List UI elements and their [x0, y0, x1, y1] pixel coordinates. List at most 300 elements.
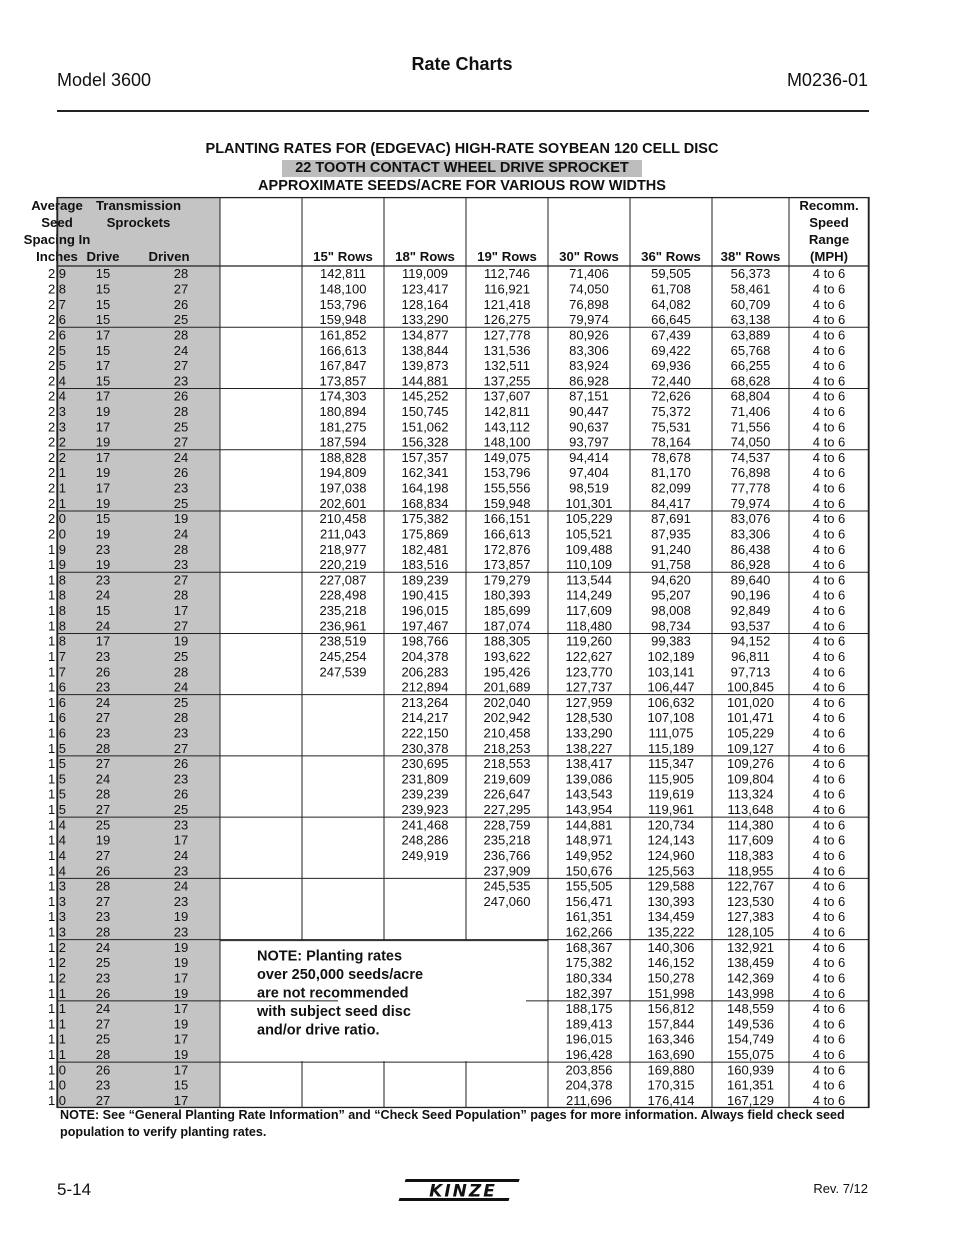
cell-col-4: 131,536 — [483, 342, 531, 358]
cell-col-9: 2.1 — [47, 495, 67, 511]
cell-col-6: 87,691 — [651, 511, 691, 527]
cell-col-6: 98,734 — [651, 618, 691, 634]
cell-col-4: 202,942 — [483, 710, 531, 726]
cell-col-4: 202,040 — [483, 694, 531, 710]
cell-col-8: 4 to 6 — [812, 679, 846, 695]
cell-col-8: 4 to 6 — [812, 771, 846, 787]
cell-col-7: 128,105 — [727, 924, 774, 940]
cell-col-2: 142,811 — [319, 266, 367, 282]
cell-col-4: 166,613 — [483, 526, 531, 542]
cell-col-9: 1.3 — [47, 893, 67, 909]
cell-driven: 23 — [173, 924, 189, 940]
cell-driven: 15 — [173, 1077, 189, 1093]
cell-col-7: 105,229 — [727, 725, 774, 741]
cell-col-8: 4 to 6 — [812, 495, 846, 511]
cell-col-5: 196,015 — [565, 1031, 613, 1047]
cell-col-4: 185,699 — [483, 603, 531, 619]
cell-drive: 25 — [95, 817, 111, 833]
cell-col-4: 187,074 — [483, 618, 531, 634]
cell-drive: 28 — [95, 878, 111, 894]
cell-col-6: 119,961 — [647, 802, 695, 818]
cell-col-7: 94,152 — [730, 633, 771, 649]
header-col-6: 36" Rows — [641, 249, 701, 264]
cell-driven: 25 — [173, 648, 189, 664]
cell-driven: 23 — [173, 725, 189, 741]
cell-col-8: 4 to 6 — [812, 434, 846, 450]
cell-col-3: 151,062 — [401, 419, 449, 435]
cell-col-3: 150,745 — [401, 403, 449, 419]
cell-col-8: 4 to 6 — [812, 327, 846, 343]
cell-col-2: 188,828 — [319, 449, 367, 465]
cell-driven: 24 — [173, 342, 189, 358]
cell-drive: 17 — [95, 327, 111, 343]
cell-col-2: 180,894 — [319, 403, 367, 419]
cell-drive: 26 — [95, 863, 111, 879]
cell-col-8: 4 to 6 — [812, 786, 846, 802]
cell-driven: 19 — [173, 909, 189, 925]
header-col-5: 30" Rows — [559, 249, 619, 264]
cell-col-7: 66,255 — [730, 358, 771, 374]
header-spacing-line-1: Seed — [41, 215, 73, 230]
cell-col-2: 181,275 — [319, 419, 367, 435]
cell-col-8: 4 to 6 — [812, 756, 846, 772]
cell-col-4: 236,766 — [483, 847, 531, 863]
cell-col-6: 102,189 — [647, 648, 695, 664]
cell-col-5: 149,952 — [565, 847, 613, 863]
cell-col-7: 56,373 — [730, 266, 771, 282]
cell-col-8: 4 to 6 — [812, 832, 846, 848]
cell-col-9: 1.4 — [47, 847, 67, 863]
cell-col-6: 87,935 — [651, 526, 691, 542]
cell-col-6: 106,632 — [647, 694, 695, 710]
cell-driven: 19 — [173, 633, 189, 649]
cell-drive: 15 — [95, 296, 111, 312]
header-col-4: 19" Rows — [477, 249, 537, 264]
cell-col-5: 189,413 — [565, 1016, 613, 1032]
cell-col-4: 237,909 — [483, 863, 531, 879]
cell-driven: 19 — [173, 1016, 189, 1032]
cell-col-5: 162,266 — [565, 924, 613, 940]
cell-col-3: 162,341 — [401, 465, 449, 481]
page-title: Rate Charts — [411, 54, 513, 74]
cell-col-5: 83,924 — [569, 358, 609, 374]
cell-col-2: 187,594 — [319, 434, 367, 450]
cell-col-4: 201,689 — [483, 679, 531, 695]
cell-drive: 19 — [95, 526, 111, 542]
cell-driven: 17 — [173, 1001, 189, 1017]
cell-col-4: 195,426 — [483, 664, 531, 680]
cell-driven: 27 — [173, 572, 189, 588]
cell-col-8: 4 to 6 — [812, 740, 846, 756]
cell-col-9: 1.3 — [47, 878, 67, 894]
cell-driven: 23 — [173, 557, 189, 573]
cell-col-7: 167,129 — [727, 1092, 774, 1108]
cell-col-6: 163,690 — [647, 1047, 695, 1063]
cell-col-5: 204,378 — [565, 1077, 613, 1093]
cell-col-4: 210,458 — [483, 725, 531, 741]
cell-col-3: 139,873 — [401, 358, 449, 374]
cell-col-5: 93,797 — [569, 434, 609, 450]
cell-col-7: 83,076 — [730, 511, 771, 527]
cell-driven: 26 — [173, 296, 189, 312]
header-col-3: 18" Rows — [395, 249, 455, 264]
cell-col-8: 4 to 6 — [812, 312, 846, 328]
cell-col-9: 2.1 — [47, 465, 67, 481]
planting-rate-table — [23, 195, 869, 1109]
cell-col-2: 247,539 — [319, 664, 367, 680]
cell-col-3: 175,869 — [401, 526, 449, 542]
footnote: NOTE: See “General Planting Rate Information” and “Check Seed Population” pages for more information. Always field check seed population to verify planting rates. — [60, 1108, 845, 1139]
cell-col-5: 138,417 — [565, 756, 613, 772]
cell-drive: 24 — [95, 1001, 111, 1017]
cell-col-5: 76,898 — [569, 296, 609, 312]
cell-col-6: 115,905 — [647, 771, 695, 787]
cell-col-3: 241,468 — [401, 817, 449, 833]
cell-col-6: 176,414 — [647, 1092, 695, 1108]
cell-col-4: 245,535 — [483, 878, 531, 894]
cell-col-9: 2.4 — [47, 373, 67, 389]
cell-col-8: 4 to 6 — [812, 373, 846, 389]
cell-drive: 25 — [95, 955, 111, 971]
cell-col-9: 1.1 — [47, 1047, 67, 1063]
cell-drive: 19 — [95, 832, 111, 848]
cell-col-7: 100,845 — [727, 679, 774, 695]
cell-col-2: 161,852 — [319, 327, 367, 343]
cell-col-2: 202,601 — [319, 495, 367, 511]
cell-col-7: 83,306 — [730, 526, 771, 542]
cell-col-6: 124,960 — [647, 847, 695, 863]
header-col-2: 15" Rows — [313, 249, 373, 264]
revision-label: Rev. 7/12 — [813, 1181, 868, 1196]
cell-drive: 28 — [95, 1047, 111, 1063]
cell-drive: 25 — [95, 1031, 111, 1047]
cell-col-6: 84,417 — [651, 495, 691, 511]
cell-col-8: 4 to 6 — [812, 419, 846, 435]
cell-col-3: 133,290 — [401, 312, 449, 328]
cell-col-6: 91,240 — [651, 541, 691, 557]
cell-col-5: 71,406 — [569, 266, 609, 282]
cell-col-5: 133,290 — [565, 725, 613, 741]
cell-col-7: 160,939 — [727, 1062, 774, 1078]
cell-col-3: 230,695 — [401, 756, 449, 772]
cell-col-8: 4 to 6 — [812, 664, 846, 680]
cell-col-5: 113,544 — [565, 572, 613, 588]
cell-col-8: 4 to 6 — [812, 557, 846, 573]
cell-col-5: 182,397 — [565, 985, 613, 1001]
cell-col-6: 94,620 — [651, 572, 691, 588]
cell-col-9: 1.1 — [47, 1001, 67, 1017]
cell-driven: 24 — [173, 878, 189, 894]
cell-col-9: 1.9 — [47, 541, 67, 557]
cell-col-8: 4 to 6 — [812, 296, 846, 312]
cell-col-6: 135,222 — [647, 924, 695, 940]
cell-drive: 28 — [95, 740, 111, 756]
cell-driven: 23 — [173, 893, 189, 909]
cell-col-6: 146,152 — [647, 955, 695, 971]
chart-title-line1: PLANTING RATES FOR (EDGEVAC) HIGH-RATE SOYBEAN 120 CELL DISC — [205, 141, 719, 157]
cell-col-9: 1.4 — [47, 863, 67, 879]
cell-col-8: 4 to 6 — [812, 1077, 846, 1093]
cell-col-5: 90,447 — [569, 403, 609, 419]
cell-driven: 17 — [173, 1031, 189, 1047]
cell-col-5: 138,227 — [565, 740, 613, 756]
cell-driven: 24 — [173, 679, 189, 695]
page-number: 5-14 — [57, 1180, 92, 1199]
cell-col-7: 109,804 — [727, 771, 774, 787]
cell-col-7: 109,127 — [727, 740, 774, 756]
header-rule — [57, 110, 869, 112]
cell-col-7: 90,196 — [730, 587, 771, 603]
cell-col-4: 235,218 — [483, 832, 531, 848]
cell-col-6: 129,588 — [647, 878, 695, 894]
cell-col-3: 156,328 — [401, 434, 449, 450]
cell-col-4: 142,811 — [483, 403, 531, 419]
header-sprockets: Sprockets — [106, 215, 171, 230]
cell-drive: 27 — [95, 710, 111, 726]
cell-col-4: 132,511 — [483, 358, 531, 374]
cell-col-2: 236,961 — [319, 618, 367, 634]
cell-col-3: 157,357 — [401, 449, 449, 465]
header-speed-line-3: (MPH) — [809, 249, 849, 264]
cell-col-5: 105,229 — [565, 511, 613, 527]
cell-col-6: 120,734 — [647, 817, 695, 833]
cell-col-2: 245,254 — [319, 648, 367, 664]
cell-driven: 19 — [173, 1047, 189, 1063]
cell-col-7: 96,811 — [731, 648, 770, 664]
cell-driven: 25 — [173, 495, 189, 511]
cell-col-4: 127,778 — [483, 327, 531, 343]
cell-driven: 17 — [173, 970, 189, 986]
cell-col-8: 4 to 6 — [812, 480, 846, 496]
cell-driven: 24 — [173, 449, 189, 465]
cell-drive: 26 — [95, 664, 111, 680]
cell-col-7: 101,020 — [727, 694, 774, 710]
cell-col-3: 248,286 — [401, 832, 449, 848]
inline-note-line-0: NOTE: Planting rates — [257, 948, 403, 965]
cell-col-7: 79,974 — [730, 495, 771, 511]
cell-col-3: 144,881 — [401, 373, 449, 389]
cell-col-4: 153,796 — [483, 465, 531, 481]
cell-col-5: 175,382 — [565, 955, 613, 971]
cell-col-6: 59,505 — [651, 266, 691, 282]
doc-number: M0236-01 — [786, 70, 868, 90]
cell-col-5: 79,974 — [569, 312, 609, 328]
cell-driven: 27 — [173, 358, 189, 374]
cell-driven: 23 — [173, 817, 189, 833]
chart-title-line3: APPROXIMATE SEEDS/ACRE FOR VARIOUS ROW WIDTHS — [258, 178, 666, 194]
cell-drive: 23 — [95, 541, 111, 557]
cell-col-9: 2.0 — [47, 511, 67, 527]
cell-driven: 17 — [173, 1092, 189, 1108]
cell-driven: 19 — [173, 939, 189, 955]
cell-driven: 28 — [173, 587, 189, 603]
cell-drive: 15 — [95, 511, 111, 527]
cell-col-8: 4 to 6 — [812, 388, 846, 404]
cell-col-3: 214,217 — [401, 710, 449, 726]
cell-col-8: 4 to 6 — [812, 924, 846, 940]
cell-col-5: 80,926 — [569, 327, 609, 343]
cell-col-5: 156,471 — [565, 893, 613, 909]
cell-drive: 27 — [95, 1092, 111, 1108]
cell-col-6: 72,440 — [651, 373, 691, 389]
cell-drive: 15 — [95, 603, 111, 619]
cell-col-5: 94,414 — [569, 449, 609, 465]
cell-drive: 28 — [95, 786, 111, 802]
inline-note-line-3: with subject seed disc — [257, 1004, 411, 1021]
cell-col-8: 4 to 6 — [812, 893, 846, 909]
cell-col-7: 148,559 — [727, 1001, 774, 1017]
cell-drive: 17 — [95, 633, 111, 649]
cell-col-9: 1.5 — [47, 802, 67, 818]
cell-col-2: 159,948 — [319, 312, 367, 328]
cell-col-3: 230,378 — [401, 740, 449, 756]
cell-col-8: 4 to 6 — [812, 342, 846, 358]
cell-col-5: 128,530 — [565, 710, 613, 726]
cell-col-2: 220,219 — [319, 557, 367, 573]
header-driven: Driven — [148, 249, 190, 264]
cell-driven: 28 — [173, 710, 189, 726]
cell-col-6: 75,372 — [651, 403, 691, 419]
cell-driven: 25 — [173, 802, 189, 818]
cell-col-5: 117,609 — [565, 603, 613, 619]
cell-col-7: 68,804 — [730, 388, 771, 404]
cell-col-3: 222,150 — [401, 725, 449, 741]
cell-col-9: 1.9 — [47, 557, 67, 573]
cell-col-4: 228,759 — [483, 817, 531, 833]
cell-col-5: 143,543 — [565, 786, 613, 802]
cell-col-2: 173,857 — [319, 373, 367, 389]
kinze-wordmark: KINZE — [429, 1181, 497, 1202]
cell-col-8: 4 to 6 — [812, 281, 846, 297]
cell-col-2: 238,519 — [319, 633, 367, 649]
cell-col-3: 119,009 — [401, 266, 449, 282]
cell-col-6: 150,278 — [647, 970, 695, 986]
cell-col-7: 161,351 — [727, 1077, 774, 1093]
cell-col-7: 113,648 — [727, 802, 774, 818]
cell-col-3: 239,239 — [401, 786, 449, 802]
cell-drive: 23 — [95, 970, 111, 986]
cell-col-5: 90,637 — [569, 419, 609, 435]
cell-col-8: 4 to 6 — [812, 648, 846, 664]
cell-col-9: 1.3 — [47, 924, 67, 940]
cell-col-5: 86,928 — [569, 373, 609, 389]
cell-col-4: 155,556 — [483, 480, 531, 496]
cell-col-3: 175,382 — [401, 511, 449, 527]
cell-col-8: 4 to 6 — [812, 985, 846, 1001]
cell-col-4: 180,393 — [483, 587, 531, 603]
cell-col-6: 170,315 — [647, 1077, 695, 1093]
cell-driven: 28 — [173, 541, 189, 557]
cell-col-7: 154,749 — [727, 1031, 774, 1047]
cell-col-5: 83,306 — [569, 342, 609, 358]
cell-col-9: 1.5 — [47, 740, 67, 756]
cell-driven: 24 — [173, 847, 189, 863]
cell-col-5: 155,505 — [565, 878, 613, 894]
cell-col-6: 91,758 — [651, 557, 691, 573]
cell-col-5: 203,856 — [565, 1062, 613, 1078]
cell-col-7: 142,369 — [727, 970, 774, 986]
cell-col-5: 105,521 — [565, 526, 613, 542]
cell-col-7: 71,556 — [730, 419, 771, 435]
cell-col-5: 168,367 — [565, 939, 613, 955]
cell-col-6: 115,189 — [647, 740, 695, 756]
cell-col-6: 103,141 — [647, 664, 695, 680]
cell-col-9: 2.3 — [47, 403, 67, 419]
cell-col-7: 138,459 — [727, 955, 774, 971]
cell-col-4: 218,553 — [483, 756, 531, 772]
cell-col-6: 78,164 — [651, 434, 691, 450]
cell-col-4: 227,295 — [483, 802, 531, 818]
cell-col-2: 194,809 — [319, 465, 367, 481]
cell-col-5: 127,959 — [565, 694, 613, 710]
cell-driven: 25 — [173, 694, 189, 710]
cell-col-3: 164,198 — [401, 480, 449, 496]
cell-col-6: 106,447 — [647, 679, 695, 695]
cell-drive: 23 — [95, 648, 111, 664]
cell-col-4: 159,948 — [483, 495, 531, 511]
cell-col-8: 4 to 6 — [812, 909, 846, 925]
cell-col-8: 4 to 6 — [812, 572, 846, 588]
cell-drive: 15 — [95, 266, 111, 282]
cell-col-7: 74,050 — [730, 434, 771, 450]
cell-driven: 24 — [173, 526, 189, 542]
cell-col-8: 4 to 6 — [812, 1016, 846, 1032]
cell-drive: 26 — [95, 1062, 111, 1078]
cell-col-6: 157,844 — [647, 1016, 695, 1032]
cell-col-2: 153,796 — [319, 296, 367, 312]
header-speed-line-0: Recomm. — [799, 198, 859, 213]
cell-col-3: 206,283 — [401, 664, 449, 680]
cell-col-6: 69,936 — [651, 358, 691, 374]
cell-drive: 19 — [95, 434, 111, 450]
cell-col-6: 82,099 — [651, 480, 691, 496]
header-transmission: Transmission — [95, 198, 182, 213]
cell-col-8: 4 to 6 — [812, 526, 846, 542]
cell-col-8: 4 to 6 — [812, 1031, 846, 1047]
cell-drive: 23 — [95, 909, 111, 925]
cell-col-2: 228,498 — [319, 587, 367, 603]
cell-col-6: 81,170 — [651, 465, 691, 481]
cell-col-7: 76,898 — [730, 465, 771, 481]
cell-col-6: 107,108 — [647, 710, 695, 726]
cell-col-9: 2.2 — [47, 434, 67, 450]
cell-col-9: 2.9 — [47, 266, 67, 282]
inline-note-line-2: are not recommended — [257, 985, 409, 1002]
cell-col-8: 4 to 6 — [812, 1092, 846, 1108]
cell-col-4: 116,921 — [483, 281, 531, 297]
cell-col-9: 1.4 — [47, 832, 67, 848]
cell-col-8: 4 to 6 — [812, 587, 846, 603]
chart-title-line2: 22 TOOTH CONTACT WHEEL DRIVE SPROCKET — [282, 160, 642, 177]
cell-driven: 26 — [173, 465, 189, 481]
cell-col-4: 137,255 — [483, 373, 531, 389]
cell-drive: 17 — [95, 358, 111, 374]
cell-col-7: 71,406 — [730, 403, 771, 419]
cell-col-3: 138,844 — [401, 342, 449, 358]
cell-driven: 27 — [173, 434, 189, 450]
cell-col-4: 172,876 — [483, 541, 531, 557]
cell-col-8: 4 to 6 — [812, 939, 846, 955]
cell-col-9: 1.6 — [47, 694, 67, 710]
cell-drive: 15 — [95, 281, 111, 297]
cell-col-7: 68,628 — [730, 373, 771, 389]
cell-col-7: 65,768 — [730, 342, 771, 358]
cell-col-5: 211,696 — [565, 1092, 613, 1108]
cell-col-2: 174,303 — [319, 388, 367, 404]
cell-col-5: 118,480 — [565, 618, 613, 634]
cell-drive: 17 — [95, 388, 111, 404]
cell-driven: 17 — [173, 603, 189, 619]
